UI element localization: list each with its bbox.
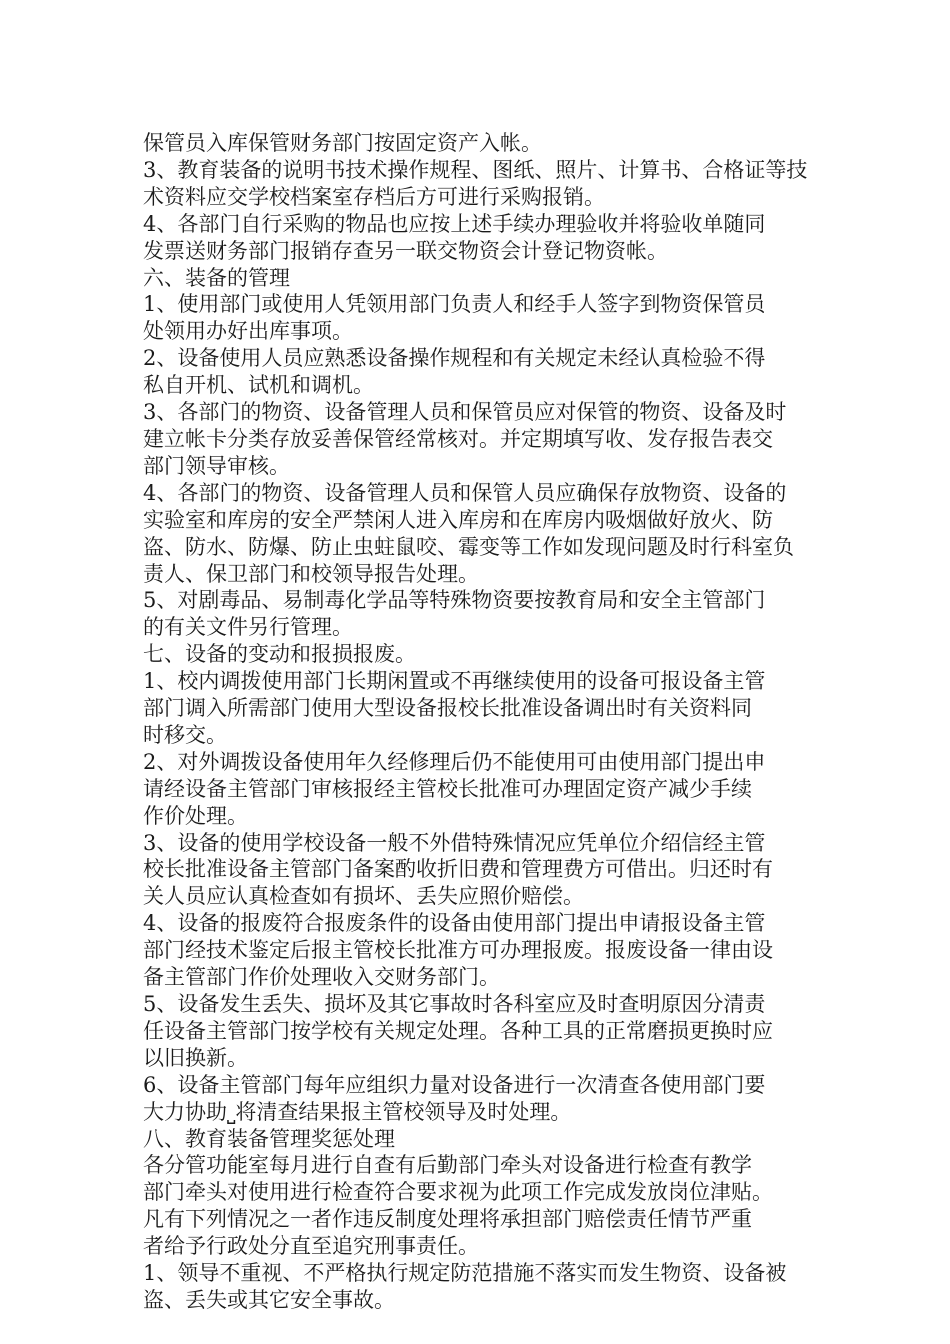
document-line: 盗、防水、防爆、防止虫蛀鼠咬、霉变等工作如发现问题及时行科室负 bbox=[143, 534, 794, 559]
document-line: 各分管功能室每月进行自查有后勤部门牵头对设备进行检查有教学 bbox=[143, 1153, 752, 1178]
document-line: 的有关文件另行管理。 bbox=[143, 615, 353, 640]
document-line: 六、装备的管理 bbox=[143, 265, 290, 290]
document-line: 4、各部门的物资、设备管理人员和保管人员应确保存放物资、设备的 bbox=[143, 480, 787, 505]
document-line: 凡有下列情况之一者作违反制度处理将承担部门赔偿责任情节严重 bbox=[143, 1207, 752, 1232]
document-body bbox=[143, 130, 811, 1314]
document-line: 4、设备的报废符合报废条件的设备由使用部门提出申请报设备主管 bbox=[143, 911, 766, 936]
document-line: 作价处理。 bbox=[143, 803, 248, 828]
document-line: 私自开机、试机和调机。 bbox=[143, 373, 374, 398]
document-line: 备主管部门作价处理收入交财务部门。 bbox=[143, 965, 500, 990]
document-line: 部门领导审核。 bbox=[143, 453, 290, 478]
document-line: 责人、保卫部门和校领导报告处理。 bbox=[143, 561, 479, 586]
document-line: 部门牵头对使用进行检查符合要求视为此项工作完成发放岗位津贴。 bbox=[143, 1180, 773, 1205]
document-line: 2、对外调拨设备使用年久经修理后仍不能使用可由使用部门提出申 bbox=[143, 749, 766, 774]
document-line: 八、教育装备管理奖惩处理 bbox=[143, 1126, 395, 1151]
document-line: 1、使用部门或使用人凭领用部门负责人和经手人签字到物资保管员 bbox=[143, 292, 766, 317]
document-line: 大力协助⎵将清查结果报主管校领导及时处理。 bbox=[143, 1099, 572, 1124]
document-line: 部门调入所需部门使用大型设备报校长批准设备调出时有关资料同 bbox=[143, 696, 752, 721]
document-line: 盗、丢失或其它安全事故。 bbox=[143, 1287, 395, 1312]
document-line: 1、校内调拨使用部门长期闲置或不再继续使用的设备可报设备主管 bbox=[143, 669, 766, 694]
document-line: 3、设备的使用学校设备一般不外借特殊情况应凭单位介绍信经主管 bbox=[143, 830, 766, 855]
document-line: 发票送财务部门报销存查另一联交物资会计登记物资帐。 bbox=[143, 238, 668, 263]
document-line: 3、各部门的物资、设备管理人员和保管员应对保管的物资、设备及时 bbox=[143, 400, 787, 425]
document-line: 1、领导不重视、不严格执行规定防范措施不落实而发生物资、设备被 bbox=[143, 1261, 787, 1286]
document-line: 部门经技术鉴定后报主管校长批准方可办理报废。报废设备一律由设 bbox=[143, 938, 773, 963]
document-line: 4、各部门自行采购的物品也应按上述手续办理验收并将验收单随同 bbox=[143, 211, 766, 236]
document-line: 处领用办好出库事项。 bbox=[143, 319, 353, 344]
document-line: 请经设备主管部门审核报经主管校长批准可办理固定资产减少手续 bbox=[143, 776, 752, 801]
document-line: 3、教育装备的说明书技术操作规程、图纸、照片、计算书、合格证等技 bbox=[143, 157, 808, 182]
document-line: 任设备主管部门按学校有关规定处理。各种工具的正常磨损更换时应 bbox=[143, 1018, 773, 1043]
document-line: 实验室和库房的安全严禁闲人进入库房和在库房内吸烟做好放火、防 bbox=[143, 507, 773, 532]
document-line: 以旧换新。 bbox=[143, 1045, 248, 1070]
document-line: 保管员入库保管财务部门按固定资产入帐。 bbox=[143, 131, 542, 155]
document-line: 者给予行政处分直至追究刑事责任。 bbox=[143, 1234, 479, 1259]
document-line: 建立帐卡分类存放妥善保管经常核对。并定期填写收、发存报告表交 bbox=[143, 426, 773, 451]
document-line: 5、对剧毒品、易制毒化学品等特殊物资要按教育局和安全主管部门 bbox=[143, 588, 766, 613]
document-line: 校长批准设备主管部门备案酌收折旧费和管理费方可借出。归还时有 bbox=[143, 857, 773, 882]
document-line: 术资料应交学校档案室存档后方可进行采购报销。 bbox=[143, 184, 605, 209]
document-line: 七、设备的变动和报损报废。 bbox=[143, 642, 416, 667]
document-line: 2、设备使用人员应熟悉设备操作规程和有关规定未经认真检验不得 bbox=[143, 346, 766, 371]
document-line: 时移交。 bbox=[143, 722, 227, 747]
document-line: 5、设备发生丢失、损坏及其它事故时各科室应及时查明原因分清责 bbox=[143, 992, 766, 1016]
document-line: 关人员应认真检查如有损坏、丢失应照价赔偿。 bbox=[143, 884, 584, 909]
document-line: 6、设备主管部门每年应组织力量对设备进行一次清查各使用部门要 bbox=[143, 1072, 766, 1097]
